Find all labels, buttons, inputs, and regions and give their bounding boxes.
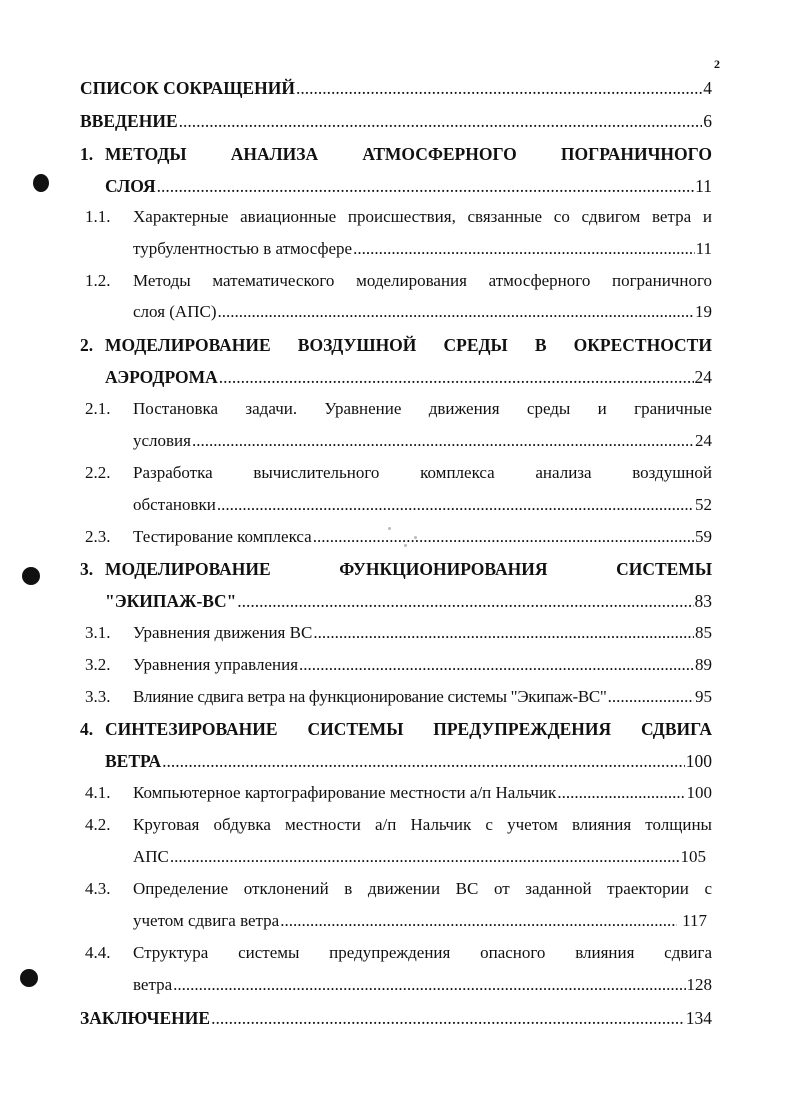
title-word: ФУНКЦИОНИРОВАНИЯ	[339, 559, 548, 579]
toc-section-4-2-title[interactable]	[133, 813, 712, 837]
toc-entry-abbreviations[interactable]	[80, 76, 712, 100]
toc-page: 11	[695, 239, 712, 258]
toc-entry-section-3-1[interactable]	[133, 621, 712, 645]
title-word: ПРЕДУПРЕЖДЕНИЯ	[433, 719, 612, 739]
toc-entry-section-4-2[interactable]	[133, 845, 706, 869]
toc-page: 89	[695, 655, 712, 674]
title-word: ПОГРАНИЧНОГО	[560, 144, 712, 164]
toc-title: ВВЕДЕНИЕ	[80, 111, 178, 131]
section-number: 2.1.	[85, 399, 111, 418]
title-word: СИСТЕМЫ	[616, 559, 712, 579]
toc-page: 100	[685, 751, 712, 771]
toc-entry-section-1-1[interactable]	[133, 237, 712, 261]
title-word: с	[485, 815, 493, 834]
leader-dots	[299, 653, 694, 677]
title-word: СДВИГА	[641, 719, 712, 739]
title-word: системы	[238, 943, 300, 962]
toc-page: 117	[682, 911, 707, 930]
toc-title: слоя (АПС)	[133, 302, 217, 321]
title-word: ВОЗДУШНОЙ	[297, 335, 417, 355]
chapter-number: 4.	[80, 719, 94, 739]
title-word: учетом	[507, 815, 558, 834]
toc-entry-conclusion[interactable]	[80, 1006, 712, 1030]
title-word: отклонений	[243, 879, 329, 898]
leader-dots	[157, 174, 695, 198]
chapter-number: 2.	[80, 335, 94, 355]
toc-entry-chapter-3[interactable]	[105, 589, 712, 613]
title-word: воздушной	[632, 463, 712, 482]
leader-dots	[280, 909, 677, 933]
title-word: Характерные	[133, 207, 229, 226]
title-word: В	[534, 335, 547, 355]
section-number: 2.2.	[85, 463, 111, 482]
punch-hole-mark	[22, 567, 40, 585]
title-word: Разработка	[133, 463, 213, 482]
punch-hole-mark	[33, 174, 49, 192]
title-word: сдвига	[664, 943, 712, 962]
toc-entry-chapter-2[interactable]	[105, 365, 712, 389]
title-word: МОДЕЛИРОВАНИЕ	[105, 335, 271, 355]
section-number: 4.3.	[85, 879, 111, 898]
section-number: 1.2.	[85, 271, 111, 290]
title-word: ВС	[455, 879, 479, 898]
title-word: движении	[367, 879, 441, 898]
title-word: математического	[212, 271, 335, 290]
title-word: и	[702, 207, 712, 226]
toc-section-2-2-title[interactable]	[133, 461, 712, 485]
toc-title: Влияние сдвига ветра на функционирование системы "Экипаж-ВС"	[133, 687, 607, 706]
title-word: с	[704, 879, 712, 898]
leader-dots	[217, 493, 694, 517]
toc-title: ветра	[133, 975, 173, 994]
toc-title: учетом сдвига ветра	[133, 911, 280, 930]
section-number: 2.3.	[85, 527, 111, 546]
toc-page: 105	[680, 847, 706, 866]
toc-page: 95	[695, 687, 712, 706]
toc-title: обстановки	[133, 495, 216, 514]
toc-chapter-1-title[interactable]	[105, 142, 712, 166]
page-number: 2	[714, 57, 720, 71]
section-number: 4.1.	[85, 783, 111, 802]
toc-page: 100	[686, 783, 712, 802]
toc-title: условия	[133, 431, 191, 450]
title-word: влияния	[575, 943, 635, 962]
title-word: Методы	[133, 271, 191, 290]
toc-title: СПИСОК СОКРАЩЕНИЙ	[80, 78, 295, 98]
toc-title: ЗАКЛЮЧЕНИЕ	[80, 1008, 211, 1028]
leader-dots	[211, 1006, 685, 1030]
leader-dots	[313, 621, 694, 645]
toc-title: Тестирование комплекса	[133, 527, 312, 546]
toc-page: 19	[695, 302, 712, 321]
toc-page: 24	[694, 367, 712, 387]
section-number: 4.2.	[85, 815, 111, 834]
title-word: связанные	[467, 207, 543, 226]
title-word: СИНТЕЗИРОВАНИЕ	[105, 719, 278, 739]
toc-title: Уравнения управления	[133, 655, 299, 674]
toc-page: 11	[695, 176, 712, 196]
title-word: ОКРЕСТНОСТИ	[573, 335, 712, 355]
title-word: траектории	[607, 879, 689, 898]
toc-page: 128	[686, 975, 712, 994]
toc-page: 83	[694, 591, 712, 611]
title-word: местности	[285, 815, 361, 834]
toc-entry-chapter-4[interactable]	[105, 749, 712, 773]
toc-page: 24	[695, 431, 712, 450]
title-word: сдвигом	[581, 207, 641, 226]
title-word: МОДЕЛИРОВАНИЕ	[105, 559, 271, 579]
title-word: АНАЛИЗА	[230, 144, 319, 164]
leader-dots	[296, 76, 702, 100]
section-number: 3.1.	[85, 623, 111, 642]
leader-dots	[192, 429, 694, 453]
title-word: предупреждения	[329, 943, 451, 962]
leader-dots	[557, 781, 685, 805]
title-word: МЕТОДЫ	[105, 144, 187, 164]
title-word: происшествия,	[347, 207, 456, 226]
toc-title: турбулентностью в атмосфере	[133, 239, 353, 258]
title-word: Постановка	[133, 399, 219, 418]
toc-entry-section-2-1[interactable]	[133, 429, 712, 453]
title-word: Определение	[133, 879, 229, 898]
toc-page: 52	[695, 495, 712, 514]
toc-section-1-2-title[interactable]	[133, 269, 712, 293]
punch-hole-mark	[20, 969, 38, 987]
toc-entry-section-4-4[interactable]	[133, 973, 712, 997]
title-word: а/п	[374, 815, 397, 834]
toc-entry-introduction[interactable]	[80, 109, 712, 133]
leader-dots	[170, 845, 680, 869]
title-word: СРЕДЫ	[443, 335, 508, 355]
title-word: заданной	[525, 879, 592, 898]
toc-entry-section-4-1[interactable]	[133, 781, 712, 805]
title-word: граничные	[634, 399, 712, 418]
leader-dots	[218, 300, 695, 324]
toc-chapter-4-title[interactable]	[105, 717, 712, 741]
toc-entry-section-2-2[interactable]	[133, 493, 712, 517]
toc-section-4-3-title[interactable]	[133, 877, 712, 901]
title-word: комплекса	[420, 463, 495, 482]
leader-dots	[219, 365, 694, 389]
toc-entry-section-3-3[interactable]	[133, 685, 712, 709]
title-word: атмосферного	[488, 271, 591, 290]
leader-dots	[173, 973, 685, 997]
toc-title: ВЕТРА	[105, 751, 162, 771]
title-word: СИСТЕМЫ	[307, 719, 404, 739]
leader-dots	[237, 589, 693, 613]
toc-page: 6	[703, 111, 712, 131]
leader-dots	[608, 685, 694, 709]
title-word: АТМОСФЕРНОГО	[362, 144, 517, 164]
toc-entry-section-4-3[interactable]	[133, 909, 707, 933]
section-number: 3.3.	[85, 687, 111, 706]
leader-dots	[313, 525, 694, 549]
title-word: Уравнение	[324, 399, 402, 418]
title-word: толщины	[645, 815, 712, 834]
toc-entry-section-1-2[interactable]	[133, 300, 712, 324]
leader-dots	[162, 749, 685, 773]
toc-chapter-3-title[interactable]	[105, 557, 712, 581]
title-word: Структура	[133, 943, 209, 962]
title-word: анализа	[535, 463, 592, 482]
section-number: 3.2.	[85, 655, 111, 674]
toc-title: Уравнения движения ВС	[133, 623, 313, 642]
toc-title: Компьютерное картографирование местности а/п Нальчик	[133, 783, 557, 802]
section-number: 4.4.	[85, 943, 111, 962]
chapter-number: 3.	[80, 559, 94, 579]
toc-title: СЛОЯ	[105, 176, 156, 196]
toc-title: АПС	[133, 847, 169, 866]
title-word: моделирования	[356, 271, 467, 290]
title-word: обдувка	[213, 815, 271, 834]
title-word: ветра	[651, 207, 692, 226]
toc-section-4-4-title[interactable]	[133, 941, 712, 965]
title-word: и	[597, 399, 607, 418]
toc-section-2-1-title[interactable]	[133, 397, 712, 421]
toc-page: 59	[695, 527, 712, 546]
toc-page: 85	[695, 623, 712, 642]
toc-entry-section-3-2[interactable]	[133, 653, 712, 677]
title-word: движения	[428, 399, 500, 418]
leader-dots	[353, 237, 695, 261]
title-word: со	[553, 207, 570, 226]
title-word: среды	[526, 399, 571, 418]
title-word: в	[344, 879, 353, 898]
title-word: влияния	[571, 815, 632, 834]
title-word: пограничного	[611, 271, 712, 290]
toc-page: 134	[685, 1008, 712, 1028]
toc-section-1-1-title[interactable]	[133, 205, 712, 229]
leader-dots	[179, 109, 703, 133]
toc-title: АЭРОДРОМА	[105, 367, 218, 387]
title-word: задачи.	[245, 399, 298, 418]
title-word: Круговая	[133, 815, 200, 834]
toc-page: 4	[703, 78, 712, 98]
toc-entry-section-2-3[interactable]	[133, 525, 712, 549]
toc-entry-chapter-1[interactable]	[105, 174, 712, 198]
title-word: опасного	[480, 943, 546, 962]
title-word: от	[493, 879, 510, 898]
title-word: авиационные	[240, 207, 337, 226]
toc-chapter-2-title[interactable]	[105, 333, 712, 357]
toc-title: "ЭКИПАЖ-ВС"	[105, 591, 237, 611]
section-number: 1.1.	[85, 207, 111, 226]
chapter-number: 1.	[80, 144, 94, 164]
title-word: Нальчик	[410, 815, 472, 834]
title-word: вычислительного	[253, 463, 380, 482]
